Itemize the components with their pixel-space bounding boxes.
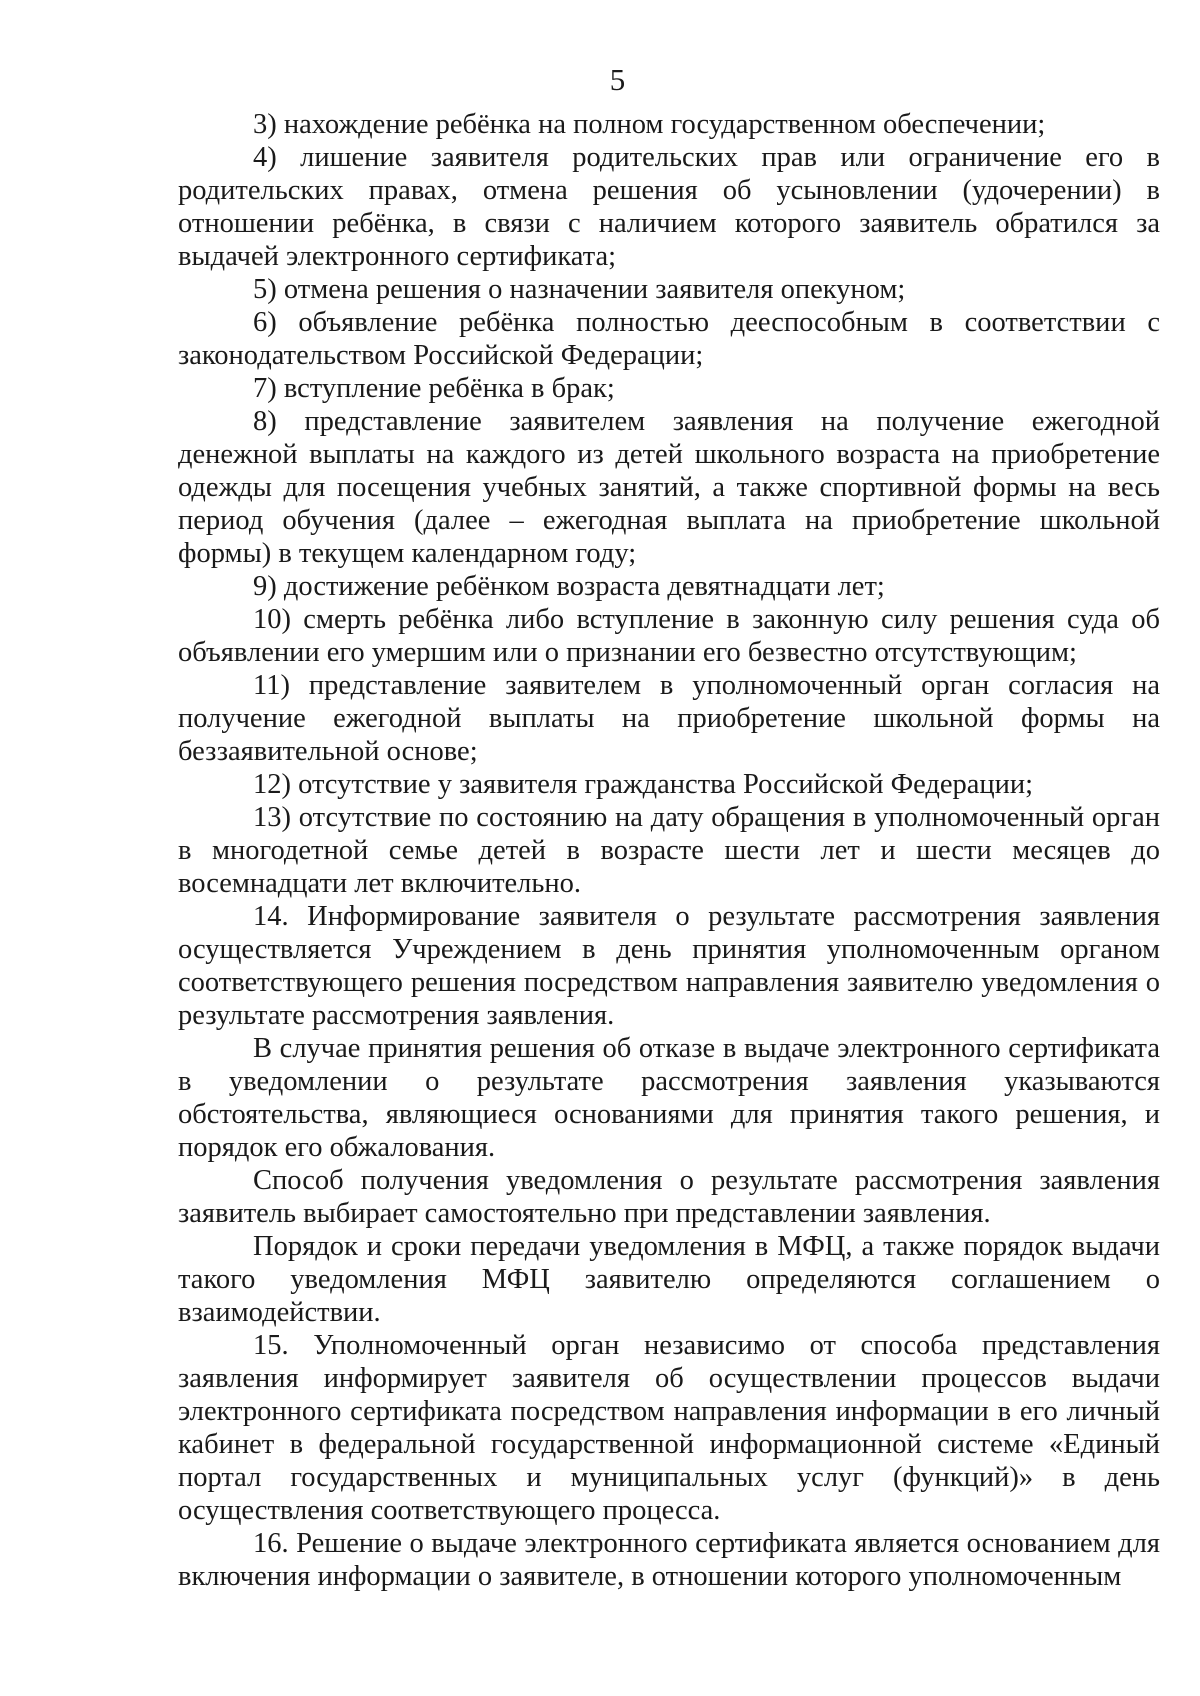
paragraph-mfc-procedure: Порядок и сроки передачи уведомления в МФЦ, а также порядок выдачи такого уведомления МФЦ заявителю определяются соглашением о взаимодействии. [178, 1231, 1160, 1328]
paragraph-item-12: 12) отсутствие у заявителя гражданства Российской Федерации; [253, 769, 1034, 800]
paragraph-item-6: 6) объявление ребёнка полностью дееспособным в соответствии с законодательством Российской Федерации; [178, 307, 1160, 371]
page-number: 5 [609, 62, 626, 97]
paragraph-item-11: 11) представление заявителем в уполномоченный орган согласия на получение ежегодной выплаты на приобретение школьной формы на беззаявительной основе; [178, 670, 1160, 767]
paragraph-refusal-notice: В случае принятия решения об отказе в выдаче электронного сертификата в уведомлении о результате рассмотрения заявления указываются обстоятельства, являющиеся основаниями для принятия такого решения, и порядок его обжалования. [178, 1033, 1160, 1163]
paragraph-item-10: 10) смерть ребёнка либо вступление в законную силу решения суда об объявлении его умершим или о признании его безвестно отсутствующим; [178, 604, 1160, 668]
paragraph-clause-15: 15. Уполномоченный орган независимо от способа представления заявления информирует заявителя об осуществлении процессов выдачи электронного сертификата посредством направления информации в его личный кабинет в федеральной государственной информационной системе «Единый портал государственных и муниципальных услуг (функций)» в день осуществления соответствующего процесса. [178, 1330, 1160, 1526]
paragraph-item-8: 8) представление заявителем заявления на получение ежегодной денежной выплаты на каждого из детей школьного возраста на приобретение одежды для посещения учебных занятий, а также спортивной формы на весь период обучения (далее – ежегодная выплата на приобретение школьной формы) в текущем календарном году; [178, 406, 1160, 569]
paragraph-item-7: 7) вступление ребёнка в брак; [253, 373, 615, 404]
paragraph-item-13: 13) отсутствие по состоянию на дату обращения в уполномоченный орган в многодетной семье детей в возрасте шести лет и шести месяцев до восемнадцати лет включительно. [178, 802, 1160, 899]
paragraph-clause-14: 14. Информирование заявителя о результате рассмотрения заявления осуществляется Учреждением в день принятия уполномоченным органом соответствующего решения посредством направления заявителю уведомления о результате рассмотрения заявления. [178, 901, 1160, 1031]
paragraph-item-4: 4) лишение заявителя родительских прав или ограничение его в родительских правах, отмена решения об усыновлении (удочерении) в отношении ребёнка, в связи с наличием которого заявитель обратился за выдачей электронного сертификата; [178, 142, 1160, 272]
paragraph-item-9: 9) достижение ребёнком возраста девятнадцати лет; [253, 571, 885, 602]
paragraph-item-5: 5) отмена решения о назначении заявителя опекуном; [253, 274, 906, 305]
paragraph-clause-16: 16. Решение о выдаче электронного сертификата является основанием для включения информации о заявителе, в отношении которого уполномоченным [178, 1528, 1160, 1592]
paragraph-item-3: 3) нахождение ребёнка на полном государственном обеспечении; [253, 109, 1046, 140]
paragraph-notice-method: Способ получения уведомления о результате рассмотрения заявления заявитель выбирает самостоятельно при представлении заявления. [178, 1165, 1160, 1229]
document-body [178, 108, 1160, 1593]
